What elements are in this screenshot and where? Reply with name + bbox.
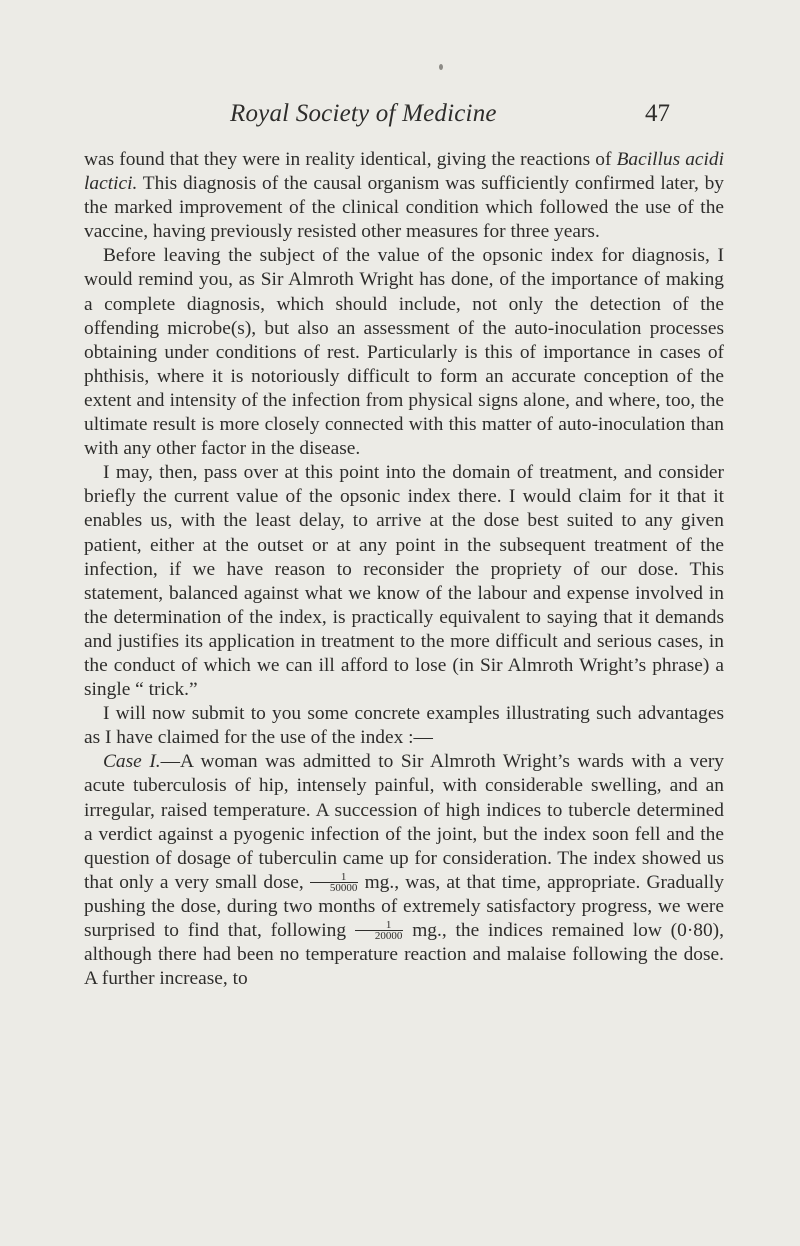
- body-text: [84, 148, 724, 991]
- paragraph-4: I will now submit to you some concrete examples illustrating such advantages as I have claimed for the use of the index :—: [84, 703, 724, 749]
- case-label: Case I.: [103, 751, 161, 773]
- running-title: Royal Society of Medicine: [230, 100, 497, 127]
- case-text-c: mg., the indices remained low (0·80), although there had been no temperature reaction and malaise following the dose. A further increase, to: [84, 920, 724, 990]
- dose-fraction-2-denominator: 20000: [374, 930, 403, 942]
- dose-fraction-1-denominator: 50000: [329, 881, 358, 894]
- dose-fraction-2-numerator: 1: [355, 920, 404, 931]
- page-number: 47: [645, 100, 670, 127]
- paragraph-1-text-a: was found that they were in reality identical, giving the reactions of: [84, 149, 617, 170]
- paragraph-5: [84, 750, 724, 991]
- dose-fraction-2: [355, 920, 404, 941]
- organism-name: Bacillus acidi lactici.: [84, 149, 725, 195]
- paragraph-1-text-b: This diagnosis of the causal organism was sufficiently confirmed later, by the marked improvement of the clinical condition which followed the use of the vaccine, having previously resisted other measures for three years.: [84, 173, 724, 243]
- paragraph-3: I may, then, pass over at this point into the domain of treatment, and consider briefly the current value of the opsonic index there. I would claim for it that it enables us, with the least delay, to arrive at the dose best suited to any given patient, either at the outset or at any point in the subsequent treatment of the infection, if we have reason to reconsider the propriety of our dose. This statement, balanced against what we know of the labour and expense involved in the determination of the index, is practically equivalent to saying that it demands and justifies its application in treatment to the more difficult and serious cases, in the conduct of which we can ill afford to lose (in Sir Almroth Wright’s phrase) a single “ trick.”: [84, 462, 724, 701]
- dose-fraction-1-numerator: 1: [310, 872, 359, 883]
- ink-speck: [439, 64, 443, 70]
- dose-fraction-1: [310, 872, 359, 893]
- case-text-a: —A woman was admitted to Sir Almroth Wright’s wards with a very acute tuberculosis of hip, intensely painful, with considerable swelling, and an irregular, raised temperature. A succession of high indices to tubercle determined a verdict against a pyogenic infection of the joint, but the index soon fell and the question of dosage of tuberculin came up for consideration. The index showed us that only a very small dose,: [84, 751, 724, 893]
- paragraph-2: Before leaving the subject of the value of the opsonic index for diagnosis, I would remind you, as Sir Almroth Wright has done, of the importance of making a complete diagnosis, which should include, not only the detection of the offending microbe(s), but also an assessment of the auto-inoculation processes obtaining under conditions of rest. Particularly is this of importance in cases of phthisis, where it is notoriously difficult to form an accurate conception of the extent and intensity of the infection from physical signs alone, and where, too, the ultimate result is more closely connected with this matter of auto-inoculation than with any other factor in the disease.: [84, 245, 724, 460]
- paragraph-1: [84, 148, 724, 244]
- case-text-b: mg., was, at that time, appropriate. Gradually pushing the dose, during two months of extremely satisfactory progress, we were surprised to find that, following: [84, 871, 724, 941]
- running-head: [0, 100, 800, 132]
